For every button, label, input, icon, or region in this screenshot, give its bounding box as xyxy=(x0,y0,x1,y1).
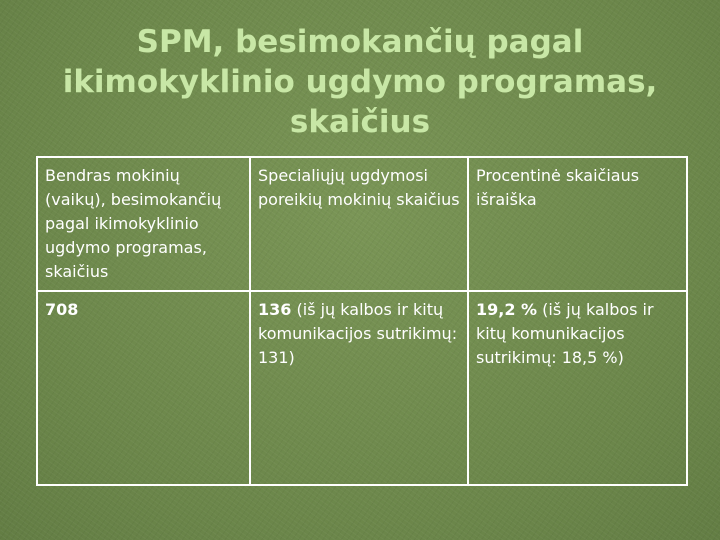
cell-percentage xyxy=(468,291,687,485)
sen-count-note: (iš jų kalbos ir kitų komunikacijos sutrikimų: 131) xyxy=(258,300,458,367)
cell-sen-count xyxy=(250,291,468,485)
percentage-value: 19,2 % xyxy=(476,300,538,319)
table-row xyxy=(37,291,687,485)
sen-count-value: 136 xyxy=(258,300,292,319)
total-students-value: 708 xyxy=(45,300,79,319)
table-header-row xyxy=(37,157,687,291)
slide-title: SPM, besimokančių pagal ikimokyklinio ugdymo programas, skaičius xyxy=(62,24,658,140)
percentage-note: (iš jų kalbos ir kitų komunikacijos sutrikimų: 18,5 %) xyxy=(476,300,654,367)
header-sen-count: Specialiųjų ugdymosi poreikių mokinių skaičius xyxy=(250,157,468,291)
data-table xyxy=(36,156,688,486)
header-percentage: Procentinė skaičiaus išraiška xyxy=(468,157,687,291)
cell-total-students xyxy=(37,291,250,485)
header-total-students: Bendras mokinių (vaikų), besimokančių pagal ikimokyklinio ugdymo programas, skaičius xyxy=(37,157,250,291)
